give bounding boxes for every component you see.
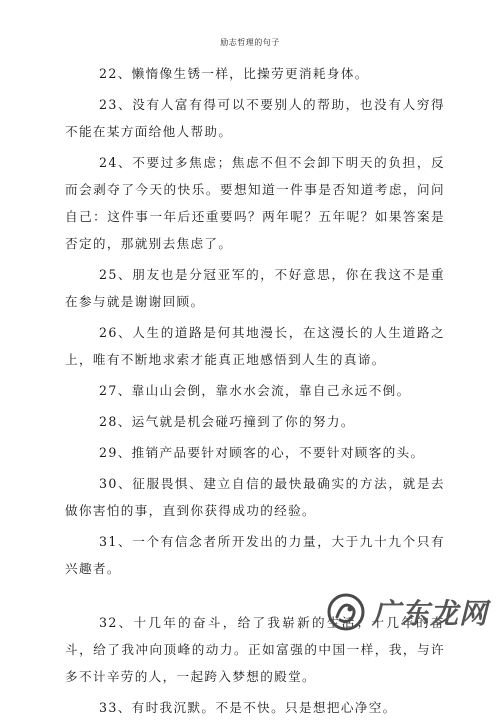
sentence-24: 24、不要过多焦虑；焦虑不但不会卸下明天的负担，反而会剥夺了今天的快乐。要想知道一件事是否知道考虑，问问自己：这件事一年后还重要吗？两年呢？五年呢？如果答案是否定的，那就别去焦虑了。 xyxy=(65,155,445,251)
sentence-23: 23、没有人富有得可以不要别人的帮助，也没有人穷得不能在某方面给他人帮助。 xyxy=(65,97,445,139)
sentence-29: 29、推销产品要针对顾客的心，不要针对顾客的头。 xyxy=(99,445,425,460)
sentence-22: 22、懒惰像生锈一样，比操劳更消耗身体。 xyxy=(99,66,369,81)
sentence-26: 26、人生的道路是何其地漫长，在这漫长的人生道路之上，唯有不断地求索才能真正地感悟到人生的真谛。 xyxy=(65,325,445,367)
sentence-27: 27、靠山山会倒，靠水水会流，靠自己永远不倒。 xyxy=(99,383,411,398)
sentence-32: 32、十几年的奋斗，给了我崭新的生活；十几年的奋斗，给了我冲向顶峰的动力。正如富强的中国一样，我，与许多不计辛劳的人，一起跨入梦想的殿堂。 xyxy=(65,615,445,684)
watermark-text: 广东龙网 xyxy=(371,597,488,630)
site-watermark xyxy=(326,592,488,632)
sentence-25: 25、朋友也是分冠亚军的，不好意思，你在我这不是重在参与就是谢谢回顾。 xyxy=(65,267,445,309)
sentence-28: 28、运气就是机会碰巧撞到了你的努力。 xyxy=(99,414,355,429)
longwang-logo-icon xyxy=(326,592,366,632)
sentence-33: 33、有时我沉默。不是不快。只是想把心净空。 xyxy=(99,700,397,715)
document-title: 励志哲理的句子 xyxy=(220,38,280,47)
sentence-31: 31、一个有信念者所开发出的力量，大于九十九个只有兴趣者。 xyxy=(65,534,445,576)
sentence-30: 30、征服畏惧、建立自信的最快最确实的方法，就是去做你害怕的事，直到你获得成功的经验。 xyxy=(65,476,445,518)
